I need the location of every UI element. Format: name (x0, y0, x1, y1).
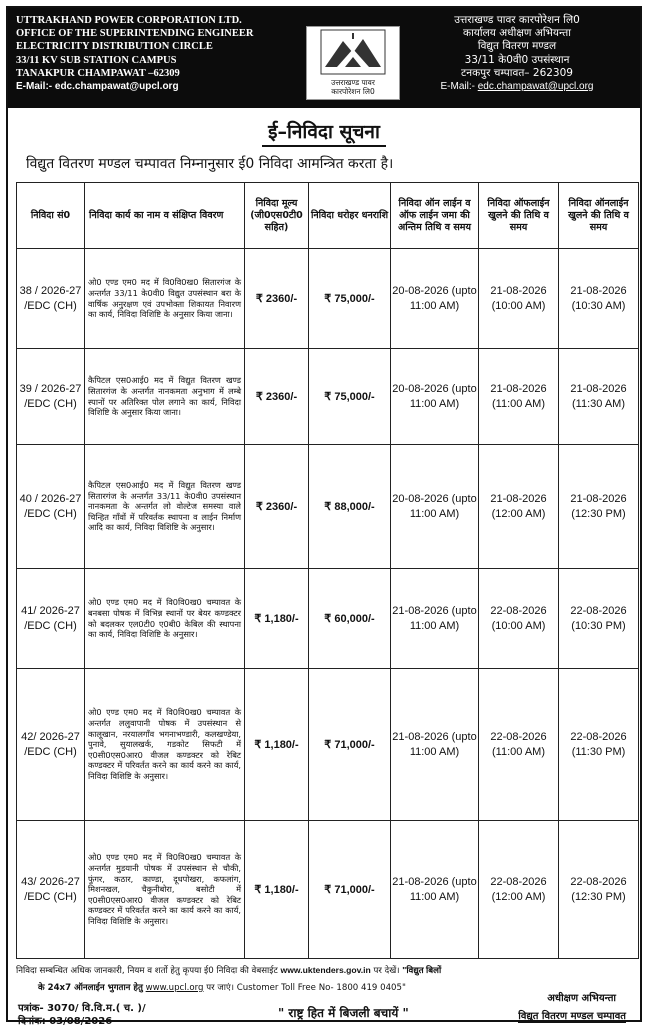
reference-number: पत्रांक- 3070/ वि.वि.म.( च. )/ (18, 1003, 146, 1014)
column-header: निविदा कार्य का नाम व संक्षिप्त विवरण (85, 183, 245, 249)
tender-cost: ₹ 1,180/- (245, 569, 309, 669)
tender-cost: ₹ 1,180/- (245, 821, 309, 959)
last-submission-date: 20-08-2026 (upto 11:00 AM) (391, 349, 479, 445)
payment-text-end: पर जाएं। Customer Toll Free No- 1800 419 0405" (206, 983, 406, 993)
tender-number: 38 / 2026-27 /EDC (CH) (17, 249, 85, 349)
email-link[interactable]: edc.champawat@upcl.org (54, 81, 179, 93)
online-opening-date: 22-08-2026 (12:30 PM) (559, 821, 639, 959)
letterhead-line: 33/11 के0वी0 उपसंस्थान (464, 53, 570, 66)
offline-opening-date: 21-08-2026 (10:00 AM) (479, 249, 559, 349)
earnest-money: ₹ 75,000/- (309, 249, 391, 349)
table-row (17, 669, 639, 821)
earnest-money: ₹ 71,000/- (309, 821, 391, 959)
footer-info-text-end: पर देखें। (373, 966, 400, 976)
table-row (17, 821, 639, 959)
table-row (17, 349, 639, 445)
tender-website-link[interactable]: www.uktenders.gov.in (280, 965, 371, 975)
online-opening-date: 21-08-2026 (10:30 AM) (559, 249, 639, 349)
table-header-row (17, 183, 639, 249)
letterhead-line: कार्यालय अधीक्षण अभियन्ता (463, 27, 571, 40)
signer-title: अधीक्षण अभियन्ता (547, 993, 616, 1004)
logo-text: उत्तराखण्ड पावर (331, 78, 375, 87)
letterhead-line: 33/11 KV SUB STATION CAMPUS (16, 54, 177, 66)
online-opening-date: 21-08-2026 (11:30 AM) (559, 349, 639, 445)
earnest-money: ₹ 60,000/- (309, 569, 391, 669)
email-link[interactable]: edc.champawat@upcl.org (477, 81, 594, 93)
email-line (16, 80, 301, 93)
email-label: E-Mail:- (440, 81, 475, 93)
letterhead-line: टनकपुर चम्पावत– 262309 (461, 66, 573, 79)
tender-number: 41/ 2026-27 /EDC (CH) (17, 569, 85, 669)
tender-cost: ₹ 2360/- (245, 349, 309, 445)
earnest-money: ₹ 88,000/- (309, 445, 391, 569)
letterhead-line: ELECTRICITY DISTRIBUTION CIRCLE (16, 41, 213, 53)
table-row (17, 445, 639, 569)
tender-notice-page (6, 6, 642, 1027)
letterhead-line: TANAKPUR CHAMPAWAT –62309 (16, 67, 180, 79)
work-description: कैपिटल एस0आई0 मद में विद्युत वितरण खण्ड सितारगंज के अन्तर्गत 33/11 के0वी0 उपसंस्थान नानकमता के अन्तर्गत लो वोल्टेज समस्या वाले चिन्हित गाँवों में परिवर्तक स्थापना व लाईन निर्माण आदि का कार्य, निविदा विशिष्टि के अनुसार। (85, 445, 245, 569)
bill-label: "विद्युत बिलों (402, 965, 442, 975)
letterhead-english (16, 14, 301, 93)
earnest-money: ₹ 71,000/- (309, 669, 391, 821)
upcl-logo (306, 26, 400, 100)
letterhead-line: उत्तराखण्ड पावर कारपोरेशन लि0 (454, 14, 580, 26)
email-line (412, 80, 622, 93)
logo-text: कारपोरेशन लि0 (331, 87, 375, 96)
notice-subtitle: विद्युत वितरण मण्डल चम्पावत निम्नानुसार ई0 निविदा आमन्त्रित करता है। (26, 156, 394, 172)
letterhead-line: विद्युत वितरण मण्डल (477, 40, 557, 53)
work-description: कैपिटल एस0आई0 मद में विद्युत वितरण खण्ड सितारगंज के अन्तर्गत नानकमता अनुभाग में लम्बे स्पानों पर अतिरिक्त पोल लगाने का कार्य, निविदा विशिष्टि के अनुसार किया जाना। (85, 349, 245, 445)
footer-info (16, 964, 441, 976)
column-header: निविदा मूल्य (जी0एस0टी0 सहित) (245, 183, 309, 249)
table-row (17, 249, 639, 349)
last-submission-date: 21-08-2026 (upto 11:00 AM) (391, 669, 479, 821)
table-row (17, 569, 639, 669)
logo-emblem-icon (307, 27, 399, 77)
footer-payment (38, 981, 406, 993)
offline-opening-date: 22-08-2026 (10:00 AM) (479, 569, 559, 669)
tender-number: 40 / 2026-27 /EDC (CH) (17, 445, 85, 569)
offline-opening-date: 22-08-2026 (11:00 AM) (479, 669, 559, 821)
payment-text: के 24x7 ऑनलाईन भुगतान हेतु (38, 983, 143, 993)
tender-cost: ₹ 2360/- (245, 249, 309, 349)
column-header: निविदा धरोहर धनराशि (309, 183, 391, 249)
tender-number: 42/ 2026-27 /EDC (CH) (17, 669, 85, 821)
offline-opening-date: 22-08-2026 (12:00 AM) (479, 821, 559, 959)
work-description: ओ0 एण्ड एम0 मद में वि0वि0ख0 सितारगंज के अन्तर्गत 33/11 के0वी0 विद्युत उपसंस्थान बरा के वार्षिक अनुरक्षण एवं उपभोक्ता शिकायत निवारण का कार्य, निविदा विशिष्टि के अनुसार किया जाना। (85, 249, 245, 349)
letterhead (8, 8, 640, 108)
column-header: निविदा सं0 (17, 183, 85, 249)
work-description: ओ0 एण्ड एम0 मद में वि0वि0ख0 चम्पावत के बनबसा पोषक में विभिन्न स्थानों पर बेयर कण्डक्टर को बदलकर एल0टी0 ए0बी0 केबिल की स्थापना का कार्य, निविदा विशिष्टि के अनुसार। (85, 569, 245, 669)
last-submission-date: 21-08-2026 (upto 11:00 AM) (391, 821, 479, 959)
letterhead-line: UTTRAKHAND POWER CORPORATION LTD. (16, 15, 242, 26)
offline-opening-date: 21-08-2026 (12:00 AM) (479, 445, 559, 569)
earnest-money: ₹ 75,000/- (309, 349, 391, 445)
upcl-website-link[interactable]: www.upcl.org (145, 983, 204, 993)
tender-number: 39 / 2026-27 /EDC (CH) (17, 349, 85, 445)
tender-number: 43/ 2026-27 /EDC (CH) (17, 821, 85, 959)
save-electricity-slogan: " राष्ट्र हित में बिजली बचायें " (278, 1006, 409, 1020)
column-header: निविदा ऑनलाईन खुलने की तिथि व समय (559, 183, 639, 249)
notice-title: ई–निविदा सूचना (262, 118, 386, 147)
offline-opening-date: 21-08-2026 (11:00 AM) (479, 349, 559, 445)
online-opening-date: 22-08-2026 (11:30 PM) (559, 669, 639, 821)
online-opening-date: 21-08-2026 (12:30 PM) (559, 445, 639, 569)
signer-office: विद्युत वितरण मण्डल चम्पावत (518, 1008, 626, 1023)
column-header: निविदा ऑन लाईन व ऑफ लाईन जमा की अन्तिम तिथि व समय (391, 183, 479, 249)
work-description: ओ0 एण्ड एम0 मद में वि0वि0ख0 चम्पावत के अन्तर्गत मुडयानी पोषक में उपसंस्थान से चौकी, फुंगर, कठार, काण्डा, दूधपोखरा, कफलांग, मिशनखल, चैकुनीबोरा, बसोटी में ए0सी0एस0आर0 वीजल कण्डक्टर को रेबिट कण्डक्टर में परिवर्तत करने का कार्य करने का कार्य, निविदा विशिष्टि के अनुसार। (85, 821, 245, 959)
tender-cost: ₹ 2360/- (245, 445, 309, 569)
letterhead-hindi (412, 14, 622, 93)
email-label: E-Mail:- (16, 81, 53, 93)
footer-info-text: निविदा सम्बन्धित अधिक जानकारी, नियम व शर्तो हेतु कृपया ई0 निविदा की वेबसाईट (16, 966, 278, 976)
last-submission-date: 20-08-2026 (upto 11:00 AM) (391, 445, 479, 569)
reference-date: दिनांक: 03/08/2026 (18, 1016, 113, 1027)
last-submission-date: 20-08-2026 (upto 11:00 AM) (391, 249, 479, 349)
title-row (8, 118, 640, 147)
letterhead-line: OFFICE OF THE SUPERINTENDING ENGINEER (16, 28, 254, 40)
online-opening-date: 22-08-2026 (10:30 PM) (559, 569, 639, 669)
column-header: निविदा ऑफलाईन खुलने की तिथि व समय (479, 183, 559, 249)
tender-cost: ₹ 1,180/- (245, 669, 309, 821)
last-submission-date: 21-08-2026 (upto 11:00 AM) (391, 569, 479, 669)
tender-table (16, 182, 639, 959)
work-description: ओ0 एण्ड एम0 मद में वि0वि0ख0 चम्पावत के अन्तर्गत ललुवापानी पोषक में उपसंस्थान से कालूखान, नरयालगाँव भगनाभण्डारी, कलखण्डेया, पुनावे, सुयालखर्क, गडकोट सिफटी में ए0सी0एस0आर0 वीजल कण्डक्टर को रेबिट कण्डक्टर में परिवर्तत करने का कार्य करने का कार्य, निविदा विशिष्टि के अनुसार। (85, 669, 245, 821)
